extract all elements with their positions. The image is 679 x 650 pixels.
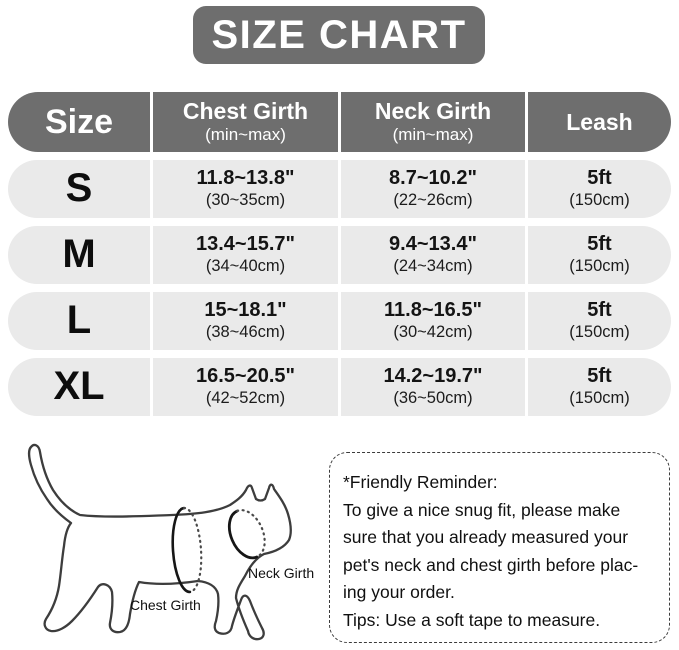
chest-girth-cell: [153, 160, 341, 218]
page-title: SIZE CHART: [211, 12, 467, 57]
neck-cm: (22~26cm): [393, 190, 473, 209]
neck-girth-cell: [341, 160, 528, 218]
header-cell-leash: [528, 92, 671, 152]
neck-cm: (30~42cm): [393, 322, 473, 341]
header-label: Neck Girth: [374, 98, 492, 125]
header-sub: (min~max): [205, 125, 286, 145]
chest-cm: (30~35cm): [205, 190, 286, 209]
header-label: Leash: [566, 108, 633, 135]
cat-measurement-diagram: [2, 428, 334, 648]
table-row: [8, 160, 671, 218]
header-label: Size: [44, 102, 114, 141]
leash-length: 5ft: [587, 167, 612, 190]
size-chart-title-banner: [193, 6, 485, 64]
table-row: [8, 226, 671, 284]
neck-girth-label: Neck Girth: [248, 565, 315, 581]
friendly-reminder-note: [329, 452, 670, 643]
chest-inches: 11.8~13.8": [196, 167, 295, 190]
reminder-line: ing your order.: [343, 582, 455, 602]
chest-inches: 16.5~20.5": [195, 365, 295, 388]
reminder-line: Tips: Use a soft tape to measure.: [343, 609, 601, 630]
leash-length: 5ft: [587, 299, 612, 322]
leash-cell: [528, 226, 671, 284]
size-cell: [8, 160, 153, 218]
table-row: [8, 292, 671, 350]
chest-inches: 15~18.1": [204, 299, 287, 322]
reminder-line: pet's neck and chest girth before plac-: [343, 554, 639, 575]
leash-cm: (150cm): [569, 322, 630, 341]
header-cell-chest-girth: [153, 92, 341, 152]
chest-girth-cell: [153, 292, 341, 350]
neck-inches: 9.4~13.4": [389, 233, 477, 256]
size-cell: [8, 226, 153, 284]
leash-cm: (150cm): [569, 388, 630, 407]
neck-inches: 8.7~10.2": [389, 167, 477, 190]
chest-cm: (38~46cm): [205, 322, 286, 341]
leash-length: 5ft: [587, 233, 612, 256]
neck-cm: (24~34cm): [393, 256, 473, 275]
neck-girth-cell: [341, 226, 528, 284]
header-sub: (min~max): [392, 125, 474, 145]
size-letter: S: [65, 166, 93, 211]
header-cell-neck-girth: [341, 92, 528, 152]
reminder-line: *Friendly Reminder:: [343, 472, 498, 492]
reminder-line: sure that you already measured your: [343, 527, 629, 547]
neck-cm: (36~50cm): [393, 388, 473, 407]
chest-cm: (34~40cm): [205, 256, 286, 275]
chest-girth-cell: [153, 358, 341, 416]
leash-cell: [528, 292, 671, 350]
size-letter: XL: [53, 364, 105, 409]
leash-length: 5ft: [587, 365, 612, 388]
size-cell: [8, 358, 153, 416]
chest-inches: 13.4~15.7": [195, 233, 295, 256]
cat-line-drawing: [2, 428, 334, 648]
leash-cm: (150cm): [569, 190, 630, 209]
size-cell: [8, 292, 153, 350]
chest-cm: (42~52cm): [205, 388, 286, 407]
leash-cell: [528, 358, 671, 416]
size-letter: M: [62, 232, 96, 277]
reminder-line: To give a nice snug fit, please make: [343, 499, 621, 520]
chest-girth-label: Chest Girth: [130, 597, 201, 613]
size-table-header-row: [8, 92, 671, 152]
neck-girth-cell: [341, 292, 528, 350]
neck-girth-cell: [341, 358, 528, 416]
neck-inches: 11.8~16.5": [384, 299, 482, 322]
leash-cell: [528, 160, 671, 218]
header-cell-size: [8, 92, 153, 152]
chest-girth-cell: [153, 226, 341, 284]
neck-inches: 14.2~19.7": [383, 365, 483, 388]
header-label: Chest Girth: [182, 98, 309, 125]
leash-cm: (150cm): [569, 256, 630, 275]
table-row: [8, 358, 671, 416]
size-table-body: [8, 160, 671, 416]
size-letter: L: [66, 298, 92, 343]
size-table: [8, 92, 671, 416]
